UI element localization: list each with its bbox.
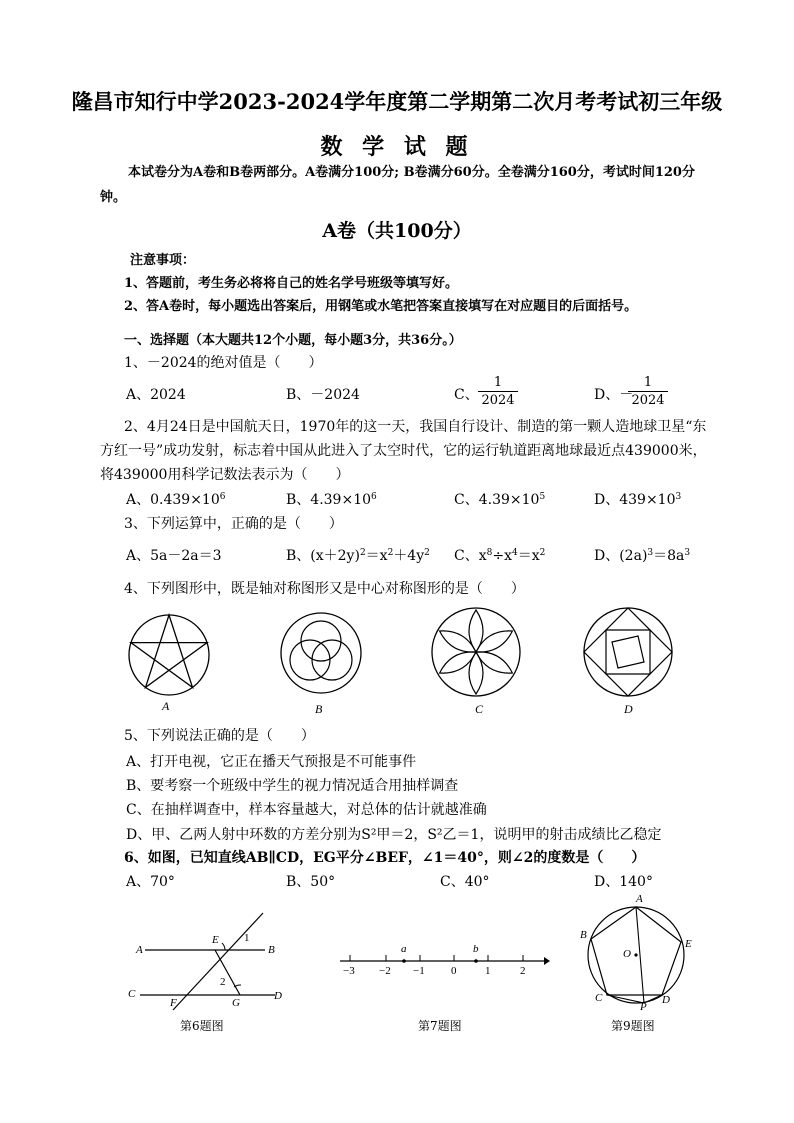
q6-option-d: D、140° [594, 874, 653, 890]
q4-label-b: B [315, 702, 323, 716]
q5-option-d: D、甲、乙两人射中环数的方差分别为S²甲＝2，S²乙＝1，说明甲的射击成绩比乙稳定 [126, 827, 662, 843]
q1-option-a: A、2024 [126, 387, 186, 403]
q3-option-b [286, 545, 430, 565]
q5-option-a: A、打开电视，它正在播天气预报是不可能事件 [126, 754, 417, 770]
q3-option-c [454, 545, 545, 565]
fig7-tick-m2: −2 [379, 965, 391, 977]
part-one-heading: 一、选择题（本大题共12个小题，每小题3分，共36分。） [124, 333, 462, 348]
q1-option-d-fraction [628, 374, 668, 409]
fig6-label-d: D [274, 990, 282, 1002]
q1-option-d-prefix: D、－ [594, 387, 634, 403]
q5-option-c: C、在抽样调查中，样本容量越大，对总体的估计就越准确 [126, 802, 487, 818]
q3-option-d [594, 545, 690, 565]
q3-c-t2: ÷x [492, 548, 512, 564]
notes-title: 注意事项： [130, 253, 196, 268]
q3-option-a: A、5a－2a＝3 [126, 548, 222, 564]
q2-option-b [286, 489, 377, 509]
q1-d-denominator: 2024 [628, 391, 668, 409]
fig7-tick-m1: −1 [413, 965, 425, 977]
exam-intro: 本试卷分为A卷和B卷两部分。A卷满分100分; B卷满分60分。全卷满分160分，考试时间120分钟。 [100, 165, 695, 205]
q6-option-c: C、40° [440, 874, 490, 890]
q4-figure-c [428, 604, 524, 700]
q3-b-t2: ＝x [365, 548, 388, 564]
q3-stem: 3、下列运算中，正确的是（ ） [124, 516, 343, 532]
fig7-label-b: b [473, 943, 479, 955]
fig6-label-a: A [136, 944, 143, 956]
fig6-label-c: C [128, 988, 136, 1000]
q2-a-exp: 6 [219, 492, 226, 502]
fig7-tick-m3: −3 [343, 965, 355, 977]
q5-stem: 5、下列说法正确的是（ ） [124, 728, 315, 744]
q3-b-t1: B、(x＋2y) [286, 548, 360, 564]
q2-c-exp: 5 [539, 492, 546, 502]
q6-option-b: B、50° [286, 874, 336, 890]
q1-option-b: B、－2024 [286, 387, 360, 403]
note-1: 1、答题前，考生务必将将自己的姓名学号班级等填写好。 [124, 276, 459, 291]
q4-figure-a [124, 610, 214, 700]
q3-d-e2: 3 [684, 548, 691, 558]
fig9-label-b: B [580, 929, 587, 941]
q2-c-text: C、4.39×10 [454, 492, 540, 508]
q3-d-t2: ＝8a [653, 548, 685, 564]
fig6-label-b: B [268, 944, 275, 956]
q1-d-numerator: 1 [643, 375, 653, 390]
q4-stem: 4、下列图形中，既是轴对称图形又是中心对称图形的是（ ） [124, 581, 525, 597]
fig6-label-2: 2 [220, 976, 226, 988]
q3-b-e2: 2 [387, 548, 394, 558]
q2-d-exp: 3 [675, 492, 682, 502]
fig9-label-p: P [640, 1001, 647, 1013]
q4-figure-d [580, 604, 676, 700]
fig7-label-a: a [401, 943, 407, 955]
q3-c-t3: ＝x [517, 548, 540, 564]
q6-stem: 6、如图，已知直线AB∥CD，EG平分∠BEF，∠1＝40°，则∠2的度数是（ ） [124, 850, 646, 866]
subject-title: 数 学 试 题 [320, 134, 474, 160]
fig9-label-a: A [636, 893, 643, 905]
q4-label-d: D [624, 702, 633, 716]
q3-b-e1: 2 [359, 548, 366, 558]
fig7-caption: 第7题图 [418, 1019, 462, 1033]
q1-option-c-fraction [478, 374, 518, 409]
fig9-label-c: C [595, 992, 603, 1004]
q2-option-d [594, 489, 681, 509]
fig9-label-d: D [662, 994, 670, 1006]
q5-option-b: B、要考察一个班级中学生的视力情况适合用抽样调查 [126, 778, 459, 794]
note-2: 2、答A卷时，每小题选出答案后，用钢笔或水笔把答案直接填写在对应题目的后面括号。 [124, 299, 638, 314]
q3-c-e1: 8 [486, 548, 493, 558]
q2-d-text: D、439×10 [594, 492, 676, 508]
fig6-label-g: G [232, 997, 240, 1009]
q3-d-e1: 3 [647, 548, 654, 558]
fig7-tick-1: 1 [485, 965, 491, 977]
q3-c-e3: 2 [539, 548, 546, 558]
exam-title: 隆昌市知行中学2023-2024学年度第二学期第二次月考考试初三年级 [71, 89, 723, 114]
fig6-label-e: E [212, 934, 219, 946]
q1-option-c-prefix: C、 [454, 387, 479, 403]
q2-a-text: A、0.439×10 [126, 492, 220, 508]
fig9-caption: 第9题图 [611, 1019, 655, 1033]
q2-option-a [126, 489, 225, 509]
q1-c-numerator: 1 [493, 375, 503, 390]
fig6-caption: 第6题图 [180, 1019, 224, 1033]
q1-c-denominator: 2024 [478, 391, 518, 409]
q2-stem: 2、4月24日是中国航天日，1970年的这一天，我国自行设计、制造的第一颗人造地球卫星“东方红一号”成功发射，标志着中国从此进入了太空时代，它的运行轨道距离地球最近点439000米，将439000用科学记数法表示为（ ） [100, 419, 707, 483]
fig7-tick-2: 2 [520, 965, 526, 977]
q4-label-a: A [162, 699, 170, 713]
q3-c-t1: C、x [454, 548, 487, 564]
section-a-title: A卷（共100分） [322, 220, 472, 242]
fig6-label-f: F [170, 997, 177, 1009]
q1-stem: 1、－2024的绝对值是（ ） [124, 355, 323, 371]
fig7-number-line [336, 945, 551, 975]
q3-d-t1: D、(2a) [594, 548, 648, 564]
q2-b-text: B、4.39×10 [286, 492, 372, 508]
q4-figure-b [276, 608, 366, 698]
fig6-label-1: 1 [244, 932, 250, 944]
fig9-label-e: E [685, 938, 692, 950]
q3-b-e3: 2 [424, 548, 430, 558]
q6-option-a: A、70° [126, 874, 175, 890]
q3-c-e2: 4 [511, 548, 518, 558]
q2-option-c [454, 489, 545, 509]
q4-label-c: C [475, 702, 484, 716]
q3-b-t3: ＋4y [393, 548, 425, 564]
fig9-label-o: O [623, 948, 631, 960]
fig7-tick-0: 0 [451, 965, 457, 977]
q2-b-exp: 6 [371, 492, 377, 502]
